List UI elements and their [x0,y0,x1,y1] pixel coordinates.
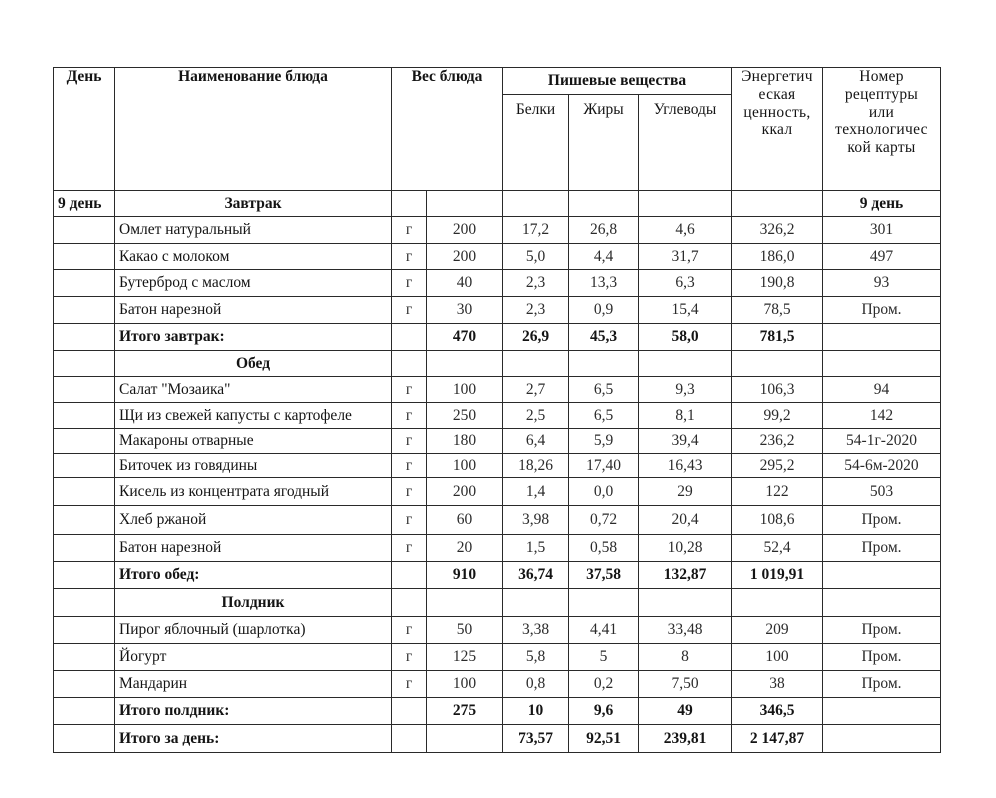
energy-header-line: Энергетич [741,68,813,85]
dish-proteins: 3,98 [503,506,569,535]
recipe-header-line: Номер [859,68,904,85]
section-row-snack [54,589,941,617]
dish-fats: 13,3 [569,270,639,297]
total-weight: 275 [427,698,503,725]
total-weight: 470 [427,324,503,351]
total-carbs: 58,0 [639,324,732,351]
table-row [54,297,941,324]
dish-weight: 40 [427,270,503,297]
dish-fats: 4,4 [569,244,639,270]
total-row-lunch [54,562,941,589]
col-header-weight: Вес блюда [392,68,503,191]
dish-proteins: 2,7 [503,377,569,403]
dish-unit: г [392,270,427,297]
section-title-snack: Полдник [115,589,392,617]
dish-unit: г [392,671,427,698]
total-energy: 781,5 [732,324,823,351]
dish-weight: 200 [427,217,503,244]
dish-name: Батон нарезной [115,535,392,562]
dish-recipe: 497 [823,244,941,270]
dish-name: Батон нарезной [115,297,392,324]
section-title-lunch: Обед [115,351,392,377]
dish-name: Омлет натуральный [115,217,392,244]
dish-proteins: 2,5 [503,403,569,429]
total-fats: 37,58 [569,562,639,589]
dish-energy: 186,0 [732,244,823,270]
dish-name: Кисель из концентрата ягодный [115,478,392,506]
recipe-header-line: технологичес [835,121,928,139]
dish-weight: 50 [427,617,503,644]
dish-energy: 326,2 [732,217,823,244]
dish-carbs: 6,3 [639,270,732,297]
dish-fats: 6,5 [569,403,639,429]
energy-header-line: еская [758,85,796,103]
total-energy: 2 147,87 [732,725,823,753]
dish-carbs: 7,50 [639,671,732,698]
dish-fats: 6,5 [569,377,639,403]
section-title-breakfast: Завтрак [115,191,392,217]
total-proteins: 36,74 [503,562,569,589]
dish-proteins: 0,8 [503,671,569,698]
day-label-right: 9 день [823,191,941,217]
energy-header-line: ккал [761,121,793,139]
total-fats: 9,6 [569,698,639,725]
dish-weight: 60 [427,506,503,535]
dish-unit: г [392,429,427,454]
total-carbs: 239,81 [639,725,732,753]
dish-carbs: 15,4 [639,297,732,324]
dish-unit: г [392,617,427,644]
dish-weight: 250 [427,403,503,429]
dish-proteins: 3,38 [503,617,569,644]
table-row [54,535,941,562]
dish-weight: 20 [427,535,503,562]
dish-fats: 5,9 [569,429,639,454]
total-row-breakfast [54,324,941,351]
dish-carbs: 4,6 [639,217,732,244]
total-carbs: 132,87 [639,562,732,589]
total-label: Итого полдник: [115,698,392,725]
dish-fats: 26,8 [569,217,639,244]
recipe-header-line: кой карты [847,139,916,157]
dish-proteins: 5,0 [503,244,569,270]
table-row [54,217,941,244]
total-carbs: 49 [639,698,732,725]
dish-unit: г [392,478,427,506]
dish-fats: 0,58 [569,535,639,562]
dish-unit: г [392,244,427,270]
dish-energy: 209 [732,617,823,644]
total-label: Итого завтрак: [115,324,392,351]
dish-proteins: 2,3 [503,297,569,324]
section-row-lunch [54,351,941,377]
dish-energy: 100 [732,644,823,671]
dish-energy: 236,2 [732,429,823,454]
dish-carbs: 20,4 [639,506,732,535]
col-header-recipe [823,68,941,191]
dish-name: Макароны отварные [115,429,392,454]
recipe-header-line: или [868,103,895,121]
dish-energy: 108,6 [732,506,823,535]
dish-name: Какао с молоком [115,244,392,270]
dish-recipe: Пром. [823,617,941,644]
dish-name: Пирог яблочный (шарлотка) [115,617,392,644]
table-row [54,478,941,506]
table-row [54,377,941,403]
dish-proteins: 17,2 [503,217,569,244]
dish-energy: 295,2 [732,454,823,478]
col-header-carbs: Углеводы [639,95,732,191]
dish-weight: 100 [427,377,503,403]
total-label: Итого обед: [115,562,392,589]
total-fats: 92,51 [569,725,639,753]
section-row-breakfast [54,191,941,217]
dish-recipe: Пром. [823,644,941,671]
total-proteins: 10 [503,698,569,725]
energy-header-line: ценность, [743,103,811,121]
dish-fats: 0,0 [569,478,639,506]
table-row [54,270,941,297]
total-row-snack [54,698,941,725]
dish-energy: 190,8 [732,270,823,297]
dish-weight: 200 [427,244,503,270]
table-row [54,244,941,270]
dish-proteins: 5,8 [503,644,569,671]
dish-weight: 100 [427,671,503,698]
dish-recipe: 54-6м-2020 [823,454,941,478]
dish-unit: г [392,403,427,429]
dish-recipe: 301 [823,217,941,244]
dish-unit: г [392,377,427,403]
dish-name: Бутерброд с маслом [115,270,392,297]
col-header-proteins: Белки [503,95,569,191]
dish-proteins: 18,26 [503,454,569,478]
dish-unit: г [392,297,427,324]
dish-fats: 5 [569,644,639,671]
dish-weight: 30 [427,297,503,324]
total-fats: 45,3 [569,324,639,351]
recipe-header-line: рецептуры [844,85,919,103]
dish-carbs: 31,7 [639,244,732,270]
dish-name: Щи из свежей капусты с картофеле [115,403,392,429]
total-label: Итого за день: [115,725,392,753]
col-header-energy [732,68,823,191]
dish-fats: 4,41 [569,617,639,644]
dish-carbs: 8,1 [639,403,732,429]
dish-carbs: 9,3 [639,377,732,403]
dish-weight: 125 [427,644,503,671]
total-proteins: 26,9 [503,324,569,351]
dish-recipe: 503 [823,478,941,506]
dish-name: Биточек из говядины [115,454,392,478]
col-header-nutrients: Пишевые вещества [503,68,732,95]
total-weight: 910 [427,562,503,589]
menu-table [53,67,941,753]
total-row-day [54,725,941,753]
dish-carbs: 33,48 [639,617,732,644]
table-row [54,617,941,644]
dish-recipe: Пром. [823,535,941,562]
table-row [54,671,941,698]
dish-unit: г [392,535,427,562]
dish-name: Хлеб ржаной [115,506,392,535]
dish-energy: 122 [732,478,823,506]
dish-carbs: 39,4 [639,429,732,454]
dish-fats: 0,2 [569,671,639,698]
dish-energy: 52,4 [732,535,823,562]
dish-unit: г [392,644,427,671]
dish-unit: г [392,454,427,478]
dish-name: Йогурт [115,644,392,671]
header-row [54,68,941,95]
dish-carbs: 10,28 [639,535,732,562]
dish-energy: 38 [732,671,823,698]
table-row [54,644,941,671]
dish-recipe: Пром. [823,297,941,324]
dish-carbs: 29 [639,478,732,506]
dish-proteins: 1,4 [503,478,569,506]
dish-unit: г [392,506,427,535]
dish-energy: 78,5 [732,297,823,324]
col-header-day: День [54,68,115,191]
dish-fats: 0,72 [569,506,639,535]
dish-recipe: 94 [823,377,941,403]
total-proteins: 73,57 [503,725,569,753]
day-label: 9 день [54,191,115,217]
dish-carbs: 16,43 [639,454,732,478]
col-header-fats: Жиры [569,95,639,191]
table-row [54,403,941,429]
dish-proteins: 1,5 [503,535,569,562]
dish-carbs: 8 [639,644,732,671]
total-energy: 346,5 [732,698,823,725]
dish-proteins: 6,4 [503,429,569,454]
dish-proteins: 2,3 [503,270,569,297]
dish-name: Салат "Мозаика" [115,377,392,403]
dish-energy: 106,3 [732,377,823,403]
dish-weight: 100 [427,454,503,478]
col-header-dish: Наименование блюда [115,68,392,191]
dish-recipe: 142 [823,403,941,429]
dish-recipe: Пром. [823,671,941,698]
dish-fats: 17,40 [569,454,639,478]
total-energy: 1 019,91 [732,562,823,589]
dish-recipe: 54-1г-2020 [823,429,941,454]
dish-unit: г [392,217,427,244]
dish-recipe: 93 [823,270,941,297]
dish-weight: 180 [427,429,503,454]
dish-weight: 200 [427,478,503,506]
dish-name: Мандарин [115,671,392,698]
dish-energy: 99,2 [732,403,823,429]
table-row [54,506,941,535]
dish-recipe: Пром. [823,506,941,535]
table-row [54,454,941,478]
dish-fats: 0,9 [569,297,639,324]
table-row [54,429,941,454]
